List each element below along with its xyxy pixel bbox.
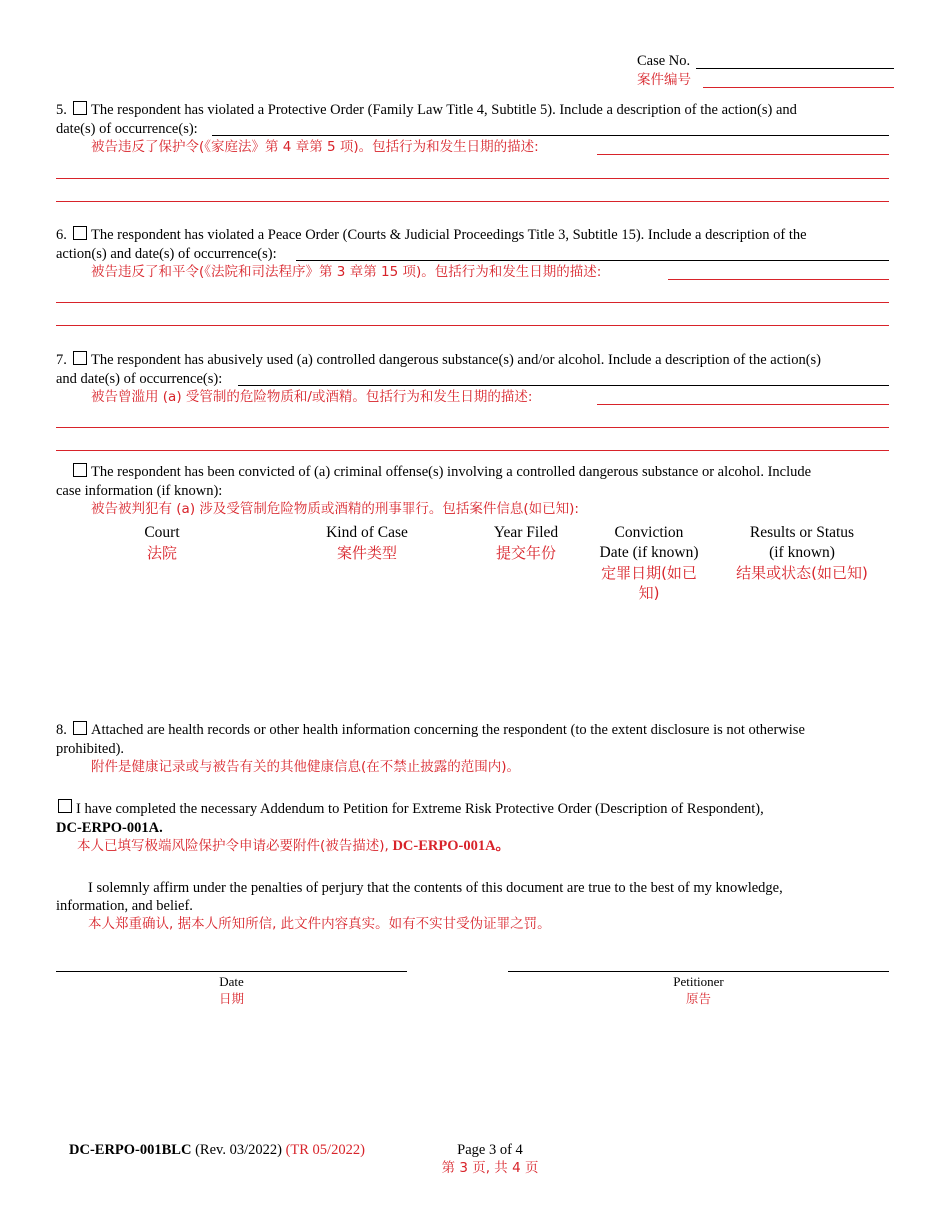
petitioner-signature-line[interactable]	[508, 971, 889, 972]
item-5-text-line1: The respondent has violated a Protective Order (Family Law Title 4, Subtitle 5). Include a description of the action(s) and	[91, 102, 797, 118]
item-7-text-line1: The respondent has abusively used (a) controlled dangerous substance(s) and/or alcohol. Include a description of the action(s)	[91, 352, 821, 368]
convicted-checkbox[interactable]	[73, 463, 87, 477]
footer-page: Page 3 of 4	[457, 1142, 523, 1158]
item-6-line-2[interactable]	[56, 302, 889, 303]
item-5-checkbox[interactable]	[73, 101, 87, 115]
footer-page-zh: 第 3 页, 共 4 页	[441, 1160, 539, 1176]
col-court-en: Court	[144, 524, 180, 541]
col-conviction	[584, 523, 714, 603]
item-6-text-zh: 被告违反了和平令(《法院和司法程序》第 3 章第 15 项)。包括行为和发生日期的描述:	[91, 264, 602, 280]
item-5-text-zh: 被告违反了保护令(《家庭法》第 4 章第 5 项)。包括行为和发生日期的描述:	[91, 139, 539, 155]
col-conviction-zh-1: 定罪日期(如已	[601, 564, 697, 582]
item-5-line-2[interactable]	[56, 178, 889, 179]
item-5-text-line2: date(s) of occurrence(s):	[56, 121, 198, 137]
item-8-text-line2: prohibited).	[56, 741, 125, 757]
petitioner-label-zh: 原告	[685, 991, 711, 1006]
col-results	[717, 523, 887, 583]
footer-form-id-wrap	[69, 1141, 365, 1159]
col-kind-zh: 案件类型	[336, 544, 397, 562]
item-8-text-zh: 附件是健康记录或与被告有关的其他健康信息(在不禁止披露的范围内)。	[91, 759, 521, 775]
item-7-text-zh: 被告曾滥用 (a) 受管制的危险物质和/或酒精。包括行为和发生日期的描述:	[91, 389, 533, 405]
addendum-form-code-zh: DC-ERPO-001A。	[392, 838, 511, 854]
convicted-text-line2: case information (if known):	[56, 483, 223, 499]
footer-tr: (TR 05/2022)	[285, 1142, 365, 1158]
col-year	[476, 523, 576, 563]
item-7-text-line2: and date(s) of occurrence(s):	[56, 371, 223, 387]
date-signature-line[interactable]	[56, 971, 407, 972]
footer-form-id: DC-ERPO-001BLC	[69, 1142, 192, 1158]
footer-rev: (Rev. 03/2022)	[195, 1142, 282, 1158]
col-kind-en: Kind of Case	[326, 524, 408, 541]
item-7-description-field[interactable]	[238, 385, 889, 386]
item-6-text-line2: action(s) and date(s) of occurrence(s):	[56, 246, 277, 262]
case-no-label-zh: 案件编号	[637, 72, 691, 88]
item-6-text-line1: The respondent has violated a Peace Order (Courts & Judicial Proceedings Title 3, Subtitle 15). Include a description of the	[91, 227, 807, 243]
item-8-text-line1: Attached are health records or other health information concerning the respondent (to the extent disclosure is not otherwise	[91, 722, 805, 738]
affirm-text-zh: 本人郑重确认, 据本人所知所信, 此文件内容真实。如有不实甘受伪证罪之罚。	[88, 916, 551, 932]
item-7-line-2[interactable]	[56, 427, 889, 428]
item-6-checkbox[interactable]	[73, 226, 87, 240]
item-7-line-3[interactable]	[56, 450, 889, 451]
addendum-text-line1: I have completed the necessary Addendum to Petition for Extreme Risk Protective Order (Description of Respondent),	[76, 801, 764, 817]
item-6-line-3[interactable]	[56, 325, 889, 326]
item-8-number: 8.	[56, 722, 67, 738]
item-7-checkbox[interactable]	[73, 351, 87, 365]
date-label-zh: 日期	[218, 991, 244, 1006]
item-5-description-field[interactable]	[212, 135, 889, 136]
item-5-line-3[interactable]	[56, 201, 889, 202]
item-6-number: 6.	[56, 227, 67, 243]
col-year-zh: 提交年份	[495, 544, 556, 562]
item-5-line-zh	[597, 154, 889, 155]
item-8-checkbox[interactable]	[73, 721, 87, 735]
item-7-line-zh	[597, 404, 889, 405]
affirm-text-line1: I solemnly affirm under the penalties of perjury that the contents of this document are true to the best of my knowledge,	[88, 880, 783, 896]
item-6-description-field[interactable]	[296, 260, 889, 261]
col-results-en-1: Results or Status	[749, 524, 855, 541]
col-conviction-en-1: Conviction	[614, 524, 684, 541]
affirm-text-line2: information, and belief.	[56, 898, 193, 914]
date-label: Date	[219, 974, 244, 989]
item-7-number: 7.	[56, 352, 67, 368]
col-conviction-en-2: Date (if known)	[599, 544, 699, 561]
case-no-field-zh	[703, 87, 894, 88]
addendum-checkbox[interactable]	[58, 799, 72, 813]
case-no-field[interactable]	[696, 68, 894, 69]
addendum-text-zh: 本人已填写极端风险保护令申请必要附件(被告描述),	[77, 838, 389, 854]
convicted-text-line1: The respondent has been convicted of (a) criminal offense(s) involving a controlled dangerous substance or alcohol. Include	[91, 464, 812, 480]
col-conviction-zh-2: 知)	[638, 584, 660, 602]
addendum-form-code: DC-ERPO-001A.	[56, 820, 163, 836]
col-court	[112, 523, 212, 563]
col-kind	[297, 523, 437, 563]
item-5-number: 5.	[56, 102, 67, 118]
case-no-label: Case No.	[637, 53, 691, 69]
col-results-zh: 结果或状态(如已知)	[736, 564, 868, 582]
petitioner-label: Petitioner	[673, 974, 724, 989]
convicted-text-zh: 被告被判犯有 (a) 涉及受管制危险物质或酒精的刑事罪行。包括案件信息(如已知):	[91, 501, 579, 517]
addendum-text-zh-wrap	[77, 837, 510, 855]
col-results-en-2: (if known)	[769, 544, 835, 561]
col-court-zh: 法院	[146, 544, 177, 562]
col-year-en: Year Filed	[493, 524, 559, 541]
item-6-line-zh	[668, 279, 889, 280]
